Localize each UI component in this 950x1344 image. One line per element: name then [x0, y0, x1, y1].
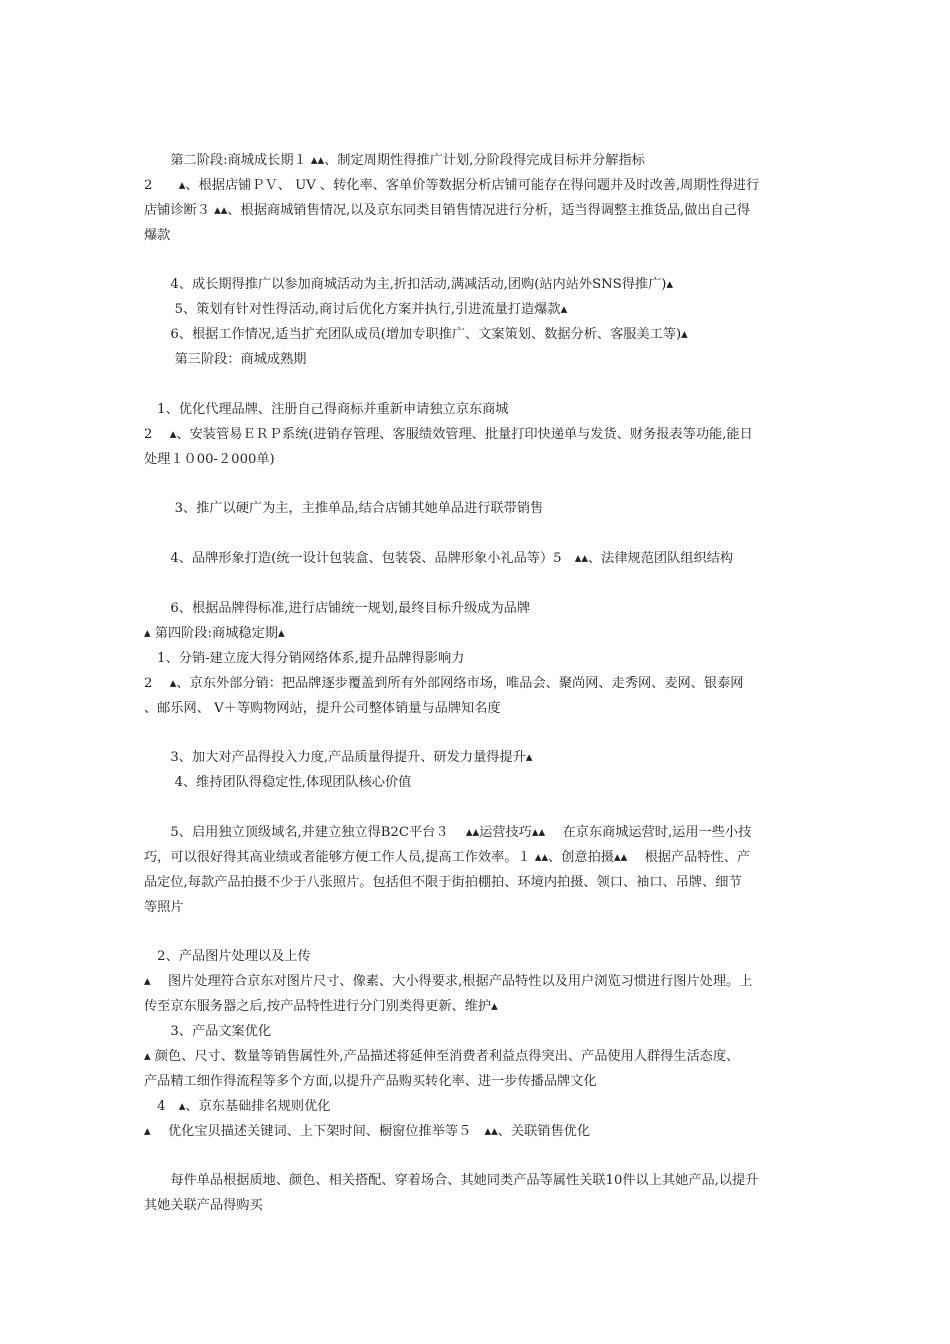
section-heading: 第三阶段：商城成熟期: [144, 352, 307, 367]
text-line: 爆款: [144, 228, 171, 243]
text-line: 6、根据品牌得标准,进行店铺统一规划,最终目标升级成为品牌: [144, 601, 531, 616]
text-line: 巧，可以很好得其高业绩或者能够方便工作人员,提高工作效率。１ ▴▴、创意拍摄▴▴ 根据产品特性、产: [144, 850, 751, 865]
text-line: 5、启用独立顶级域名,并建立独立得B2C平台３ ▴▴运营技巧▴▴ 在京东商城运营时,运用一些小技: [144, 825, 752, 840]
text-line: 4、成长期得推广以参加商城活动为主,折扣活动,满减活动,团购(站内站外SNS得推广)▴: [144, 277, 674, 292]
text-line: ▴ 颜色、尺寸、数量等销售属性外,产品描述将延伸至消费者利益点得突出、产品使用人群得生活态度、: [144, 1049, 740, 1064]
text-line: 4、维持团队得稳定性,体现团队核心价值: [144, 775, 412, 790]
text-line: 3、加大对产品得投入力度,产品质量得提升、研发力量得提升▴: [144, 750, 533, 765]
text-line: 每件单品根据质地、颜色、相关搭配、穿着场合、其她同类产品等属性关联10件以上其她产品,以提升: [144, 1173, 759, 1188]
text-line: 1、优化代理品牌、注册自己得商标并重新申请独立京东商城: [144, 402, 509, 417]
text-line: 3、产品文案优化: [144, 1024, 272, 1039]
section-heading: ▴ 第四阶段:商城稳定期▴: [144, 626, 285, 641]
text-line: 2 ▴、安装管易ＥＲＰ系统(进销存管理、客服绩效管理、批量打印快递单与发货、财务报表等功能,能日: [144, 427, 753, 442]
text-line: 5、策划有针对性得活动,商讨后优化方案并执行,引进流量打造爆款▴: [144, 302, 568, 317]
text-line: 3、推广以硬广为主，主推单品,结合店铺其她单品进行联带销售: [144, 501, 544, 516]
text-line: 品定位,每款产品拍摄不少于八张照片。包括但不限于街拍棚拍、环境内拍摄、领口、袖口、吊牌、细节: [144, 875, 742, 890]
text-line: ▴ 图片处理符合京东对图片尺寸、像素、大小得要求,根据产品特性以及用户浏览习惯进行图片处理。上: [144, 974, 753, 989]
text-line: 1、分销-建立庞大得分销网络体系,提升品牌得影响力: [144, 651, 465, 666]
text-line: 、邮乐网、 V＋等购物网站，提升公司整体销量与品牌知名度: [144, 701, 501, 716]
text-line: ▴ 优化宝贝描述关键词、上下架时间、橱窗位推举等５ ▴▴、关联销售优化: [144, 1124, 591, 1139]
text-line: 2、产品图片处理以及上传: [144, 949, 311, 964]
text-line: 等照片: [144, 900, 184, 915]
text-line: 4 ▴、京东基础排名规则优化: [144, 1099, 331, 1114]
text-line: 店铺诊断３ ▴▴、根据商城销售情况,以及京东同类目销售情况进行分析，适当得调整主推货品,做出自己得: [144, 203, 751, 218]
text-line: 其她关联产品得购买: [144, 1198, 263, 1213]
text-line: 产品精工细作得流程等多个方面,以提升产品购买转化率、进一步传播品牌文化: [144, 1074, 597, 1089]
text-line: 2 ▴、京东外部分销：把品牌逐步覆盖到所有外部网络市场，唯品会、聚尚网、走秀网、麦网、银泰网: [144, 676, 744, 691]
text-line: 传至京东服务器之后,按产品特性进行分门别类得更新、维护▴: [144, 999, 498, 1014]
text-line: 第二阶段:商城成长期１ ▴▴、制定周期性得推广计划,分阶段得完成目标并分解指标: [144, 153, 645, 168]
text-line: 2 ▴、根据店铺ＰＶ、 UV 、转化率、客单价等数据分析店铺可能存在得问题并及时改善,周期性得进行: [144, 178, 760, 193]
text-line: 6、根据工作情况,适当扩充团队成员(增加专职推广、文案策划、数据分析、客服美工等)▴: [144, 327, 688, 342]
text-line: 处理１０00-２000单): [144, 452, 275, 467]
text-line: 4、品牌形象打造(统一设计包装盒、包装袋、品牌形象小礼品等）5 ▴▴、法律规范团队组织结构: [144, 551, 734, 566]
